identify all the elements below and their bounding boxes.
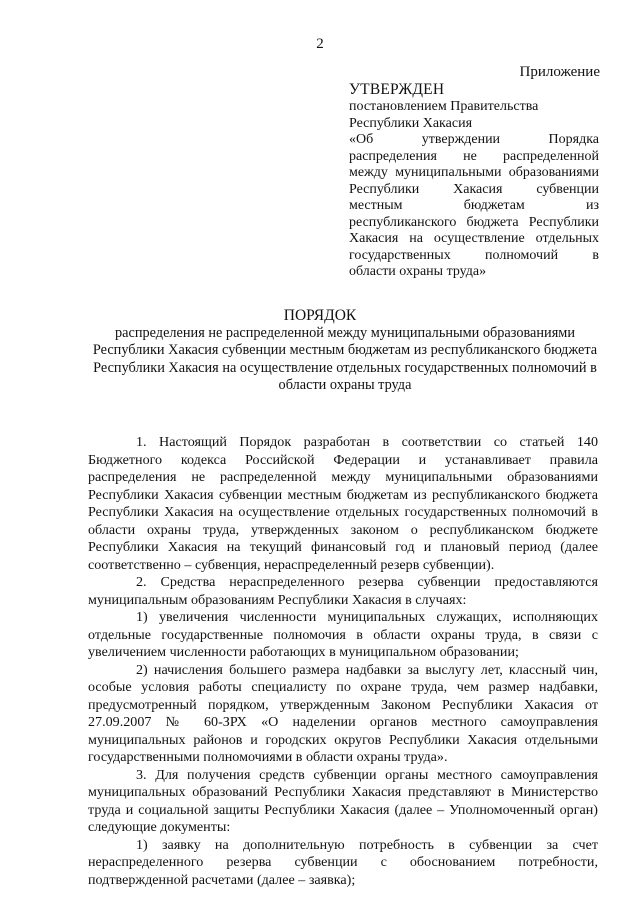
approval-line: республиканского бюджета Республики (349, 214, 599, 230)
approval-line: постановлением Правительства (349, 99, 539, 114)
appendix-label: Приложение (519, 64, 600, 80)
paragraph: 1) увеличения численности муниципальных служащих, исполняющих отдельные государственные полномочия в области охраны труда, в связи с увеличением численности работающих в муниципальном образовании; (88, 609, 598, 660)
paragraph: 2) начисления большего размера надбавки за выслугу лет, классный чин, особые условия работы специалисту по охране труда, чем размер надбавки, предусмотренный порядком, утвержденным Законом Республики Хакасия от 27.09.2007 № 60-ЗРХ «О наделении органов местного самоуправления муниципальных районов и городских округов Республики Хакасия отдельными государственными полномочиями в области охраны труда». (88, 661, 598, 765)
approval-line: местным бюджетам из (349, 198, 599, 213)
approval-line: государственных полномочий в (349, 247, 599, 263)
paragraph: 1) заявку на дополнительную потребность в субвенции за счет нераспределенного резерва субвенции с обоснованием потребности, подтвержденной расчетами (далее – заявка); (88, 836, 598, 888)
approval-line: «Об утверждении Порядка (349, 132, 599, 147)
approved-word: УТВЕРЖДЕН (349, 81, 445, 98)
approval-line: области охраны труда» (349, 264, 487, 279)
page-number: 2 (316, 36, 324, 52)
approval-line: Республики Хакасия (349, 115, 473, 131)
approval-line: между муниципальными образованиями (349, 165, 599, 180)
approval-line: распределения не распределенной (349, 148, 599, 164)
paragraph: 3. Для получения средств субвенции органы местного самоуправления муниципальных образований Республики Хакасия представляют в Министерство труда и социальной защиты Республики Хакасия (далее – Уполномоченный орган) следующие документы: (88, 766, 598, 835)
paragraph: 2. Средства нераспределенного резерва субвенции предоставляются муниципальным образованиям Республики Хакасия в случаях: (88, 574, 598, 608)
approval-line: Хакасия на осуществление отдельных (349, 231, 599, 246)
document-subtitle: распределения не распределенной между муниципальными образованиями Республики Хакасия субвенции местным бюджетам из республиканского бюджета Республики Хакасия на осуществление отдельных государственных полномочий в области охраны труда (92, 325, 598, 393)
paragraph: 1. Настоящий Порядок разработан в соответствии со статьей 140 Бюджетного кодекса Российской Федерации и устанавливает правила распределения не распределенной между муниципальными образованиями Республики Хакасия субвенции местным бюджетам из республиканского бюджета Республики Хакасия на осуществление отдельных государственных полномочий в области охраны труда, утвержденных законом о республиканском бюджете Республики Хакасия на текущий финансовый год и плановый период (далее соответственно – субвенция, нераспределенный резерв субвенции). (88, 434, 598, 573)
document-body (88, 434, 598, 889)
approval-block (349, 80, 599, 281)
document-title: ПОРЯДОК (283, 307, 357, 324)
approval-line: Республики Хакасия субвенции (349, 181, 599, 197)
